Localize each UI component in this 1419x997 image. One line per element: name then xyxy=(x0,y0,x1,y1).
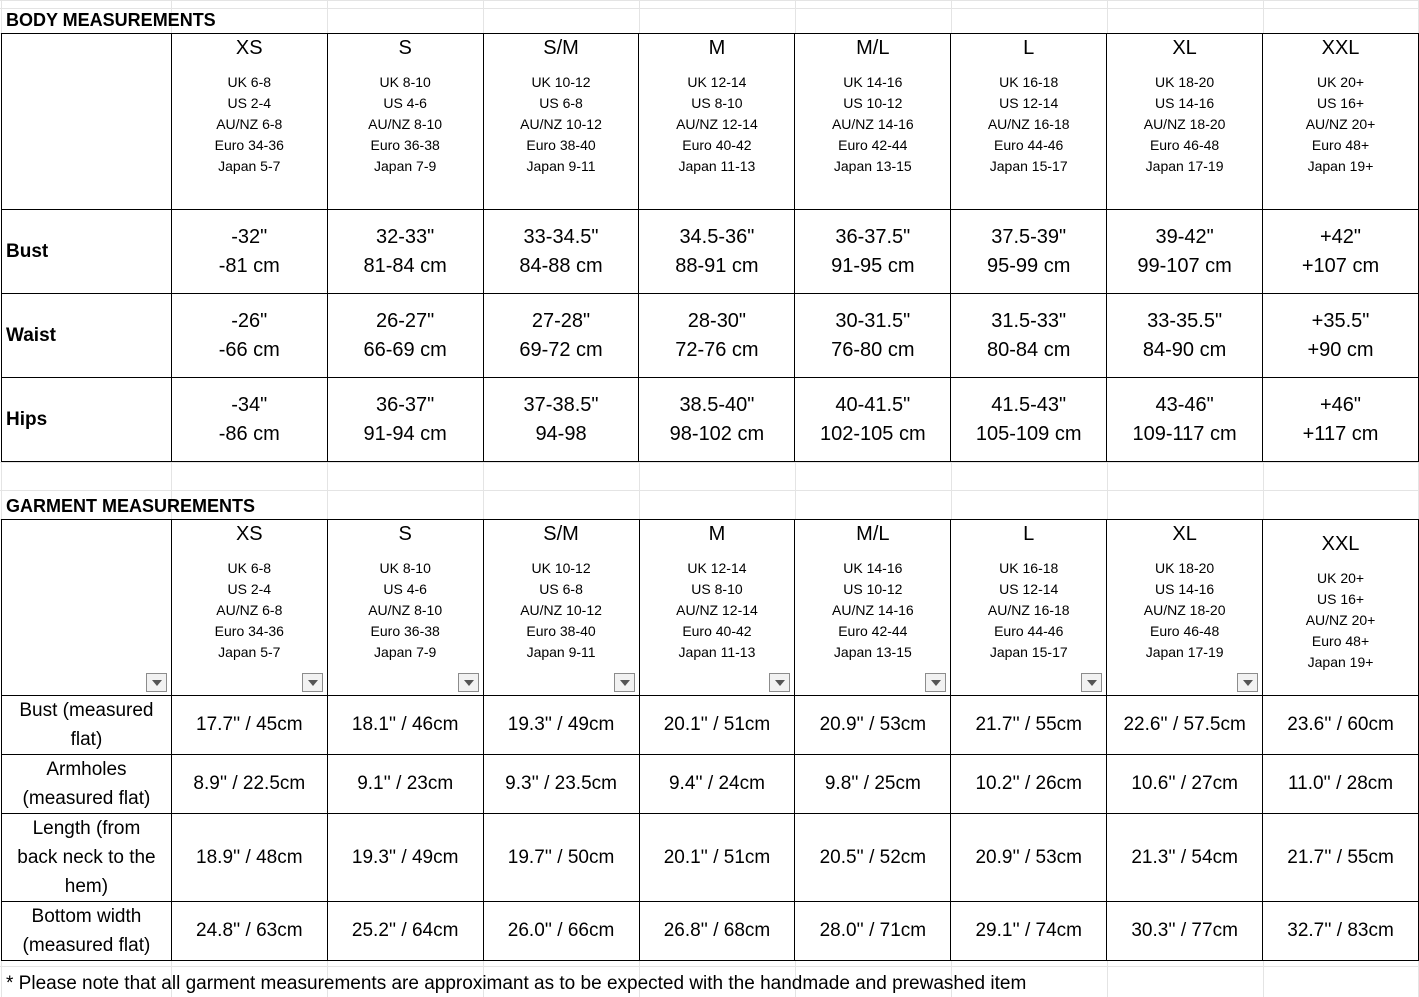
size-conversion-line: Euro 40-42 xyxy=(682,137,752,153)
size-conversion-line: US 12-14 xyxy=(999,581,1059,597)
measurement-line: 31.5-33" xyxy=(991,309,1067,332)
size-conversion-line: UK 10-12 xyxy=(531,560,591,576)
body-measurement-cell xyxy=(483,210,639,294)
size-name: S xyxy=(398,37,412,59)
body-measurement-cell xyxy=(171,378,327,462)
measurement-line: 34.5-36" xyxy=(679,225,755,248)
garment-measurement-cell: 22.6'' / 57.5cm xyxy=(1107,696,1263,755)
size-header-content xyxy=(951,34,1106,177)
size-conversion-line: UK 20+ xyxy=(1316,74,1365,90)
measurement-line: 98-102 cm xyxy=(669,422,765,445)
body-measurement-cell xyxy=(639,294,795,378)
size-conversion-line: Japan 17-19 xyxy=(1145,644,1224,660)
measurement-line: 38.5-40" xyxy=(679,393,755,416)
body-row-label: Waist xyxy=(2,294,172,378)
body-measurement-cell xyxy=(639,378,795,462)
size-name: M/L xyxy=(856,523,890,545)
measurement-line: +117 cm xyxy=(1302,422,1379,445)
garment-row xyxy=(2,696,1419,755)
size-conversion-line: US 16+ xyxy=(1316,95,1365,111)
garment-measurement-cell: 10.6'' / 27cm xyxy=(1107,755,1263,814)
size-conversion-line: Euro 42-44 xyxy=(838,623,908,639)
body-size-header xyxy=(639,34,795,210)
size-conversions xyxy=(639,72,794,177)
measurement-line: 36-37.5" xyxy=(835,225,911,248)
size-conversion-line: UK 18-20 xyxy=(1155,560,1215,576)
garment-measurement-cell: 21.3'' / 54cm xyxy=(1107,814,1263,902)
size-name: S/M xyxy=(543,523,579,545)
measurement-line: 102-105 cm xyxy=(819,422,926,445)
size-conversion-line: US 4-6 xyxy=(383,581,427,597)
garment-measurement-cell: 9.8'' / 25cm xyxy=(795,755,951,814)
body-measurement-cell xyxy=(327,294,483,378)
filter-dropdown-icon[interactable] xyxy=(146,673,167,692)
label-line: back neck to the xyxy=(17,847,156,868)
size-conversion-line: AU/NZ 6-8 xyxy=(216,116,283,132)
measurement-line: 40-41.5" xyxy=(835,393,911,416)
body-measurement-cell xyxy=(795,294,951,378)
body-measurement-cell xyxy=(951,378,1107,462)
size-conversion-line: US 8-10 xyxy=(691,95,743,111)
measurement-line: 28-30" xyxy=(687,309,747,332)
size-conversion-line: US 2-4 xyxy=(227,95,272,111)
body-measurements-title: BODY MEASUREMENTS xyxy=(6,10,216,30)
size-conversion-line: Euro 38-40 xyxy=(526,137,596,153)
size-conversion-line: AU/NZ 10-12 xyxy=(520,116,602,132)
size-name: S xyxy=(398,523,412,545)
size-name: XXL xyxy=(1321,533,1360,555)
size-conversion-line: AU/NZ 6-8 xyxy=(216,602,283,618)
size-conversion-line: Japan 15-17 xyxy=(989,644,1068,660)
size-conversion-line: AU/NZ 20+ xyxy=(1305,612,1376,628)
body-size-header xyxy=(1263,34,1419,210)
measurement-line: 105-109 cm xyxy=(975,422,1082,445)
label-line: Armholes xyxy=(46,759,127,780)
body-measurement-cell xyxy=(639,210,795,294)
size-conversions xyxy=(1263,72,1418,177)
measurement-line: -32" xyxy=(231,225,268,248)
garment-measurement-cell: 18.1'' / 46cm xyxy=(327,696,483,755)
size-conversion-line: Japan 9-11 xyxy=(526,644,596,660)
garment-measurement-cell: 20.1'' / 51cm xyxy=(639,814,795,902)
measurement-line: 33-34.5" xyxy=(523,225,599,248)
garment-size-header xyxy=(327,520,483,696)
size-conversion-line: UK 6-8 xyxy=(227,74,272,90)
garment-size-header xyxy=(171,520,327,696)
garment-measurements-table xyxy=(1,519,1419,961)
measurement-line: 80-84 cm xyxy=(987,338,1071,361)
garment-size-header xyxy=(483,520,639,696)
size-conversion-line: UK 8-10 xyxy=(379,560,431,576)
size-conversion-line: AU/NZ 16-18 xyxy=(987,116,1070,132)
body-measurement-cell xyxy=(951,294,1107,378)
body-measurements-table xyxy=(1,33,1419,462)
size-conversion-line: AU/NZ 18-20 xyxy=(1143,602,1226,618)
size-name: XXL xyxy=(1321,37,1360,59)
size-header-content xyxy=(795,34,950,177)
size-conversion-line: AU/NZ 16-18 xyxy=(987,602,1070,618)
size-conversion-line: Euro 48+ xyxy=(1311,137,1370,153)
size-conversion-line: Japan 7-9 xyxy=(374,158,437,174)
size-conversion-line: UK 16-18 xyxy=(999,74,1059,90)
size-conversion-line: AU/NZ 8-10 xyxy=(368,116,443,132)
garment-measurement-cell: 19.7'' / 50cm xyxy=(483,814,639,902)
label-line: (measured flat) xyxy=(22,935,151,956)
label-line: (measured flat) xyxy=(22,788,151,809)
body-measurement-cell xyxy=(1263,378,1419,462)
measurement-line: 94-98 xyxy=(535,422,587,445)
measurement-line: 66-69 cm xyxy=(363,338,447,361)
size-header-content xyxy=(328,34,483,177)
size-conversion-line: Japan 15-17 xyxy=(989,158,1068,174)
measurement-line: 26-27" xyxy=(376,309,435,332)
size-conversions xyxy=(1107,558,1262,663)
label-line: Bust (measured xyxy=(19,700,154,721)
garment-row xyxy=(2,902,1419,961)
body-measurement-cell xyxy=(1263,294,1419,378)
garment-measurement-cell: 25.2'' / 64cm xyxy=(327,902,483,961)
body-size-header xyxy=(795,34,951,210)
measurement-line: -86 cm xyxy=(218,422,280,445)
size-conversion-line: Euro 46-48 xyxy=(1149,137,1220,153)
size-conversions xyxy=(172,558,327,663)
garment-measurement-cell: 9.4'' / 24cm xyxy=(639,755,795,814)
size-header-content xyxy=(639,34,794,177)
size-conversion-line: Japan 11-13 xyxy=(678,644,756,660)
measurement-line: 27-28" xyxy=(531,309,591,332)
garment-measurement-cell: 26.8'' / 68cm xyxy=(639,902,795,961)
size-header-content xyxy=(1263,34,1418,177)
body-size-header xyxy=(951,34,1107,210)
garment-size-header xyxy=(1263,520,1419,696)
size-conversion-line: AU/NZ 12-14 xyxy=(676,116,758,132)
size-conversion-line: AU/NZ 20+ xyxy=(1305,116,1376,132)
garment-measurement-cell: 28.0'' / 71cm xyxy=(795,902,951,961)
garment-measurement-cell: 19.3'' / 49cm xyxy=(483,696,639,755)
measurement-line: +90 cm xyxy=(1307,338,1374,361)
measurement-line: -34" xyxy=(231,393,268,416)
garment-measurement-cell: 21.7'' / 55cm xyxy=(1263,814,1419,902)
size-conversion-line: AU/NZ 14-16 xyxy=(832,602,914,618)
size-header-content xyxy=(1263,520,1418,673)
body-measurement-cell xyxy=(1107,294,1263,378)
body-measurement-cell xyxy=(795,210,951,294)
garment-row-label xyxy=(2,696,172,755)
filter-dropdown-icon[interactable] xyxy=(458,673,479,692)
measurement-line: 76-80 cm xyxy=(831,338,915,361)
size-conversion-line: UK 12-14 xyxy=(687,74,747,90)
size-name: XS xyxy=(235,37,263,59)
filter-dropdown-icon[interactable] xyxy=(614,673,635,692)
garment-measurement-cell: 26.0'' / 66cm xyxy=(483,902,639,961)
size-conversions xyxy=(1107,72,1262,177)
size-conversion-line: AU/NZ 18-20 xyxy=(1143,116,1226,132)
garment-row-label xyxy=(2,814,172,902)
size-conversion-line: AU/NZ 8-10 xyxy=(368,602,443,618)
body-measurement-cell xyxy=(1263,210,1419,294)
measurement-line: 69-72 cm xyxy=(519,338,603,361)
size-conversions xyxy=(328,72,483,177)
filter-dropdown-icon[interactable] xyxy=(925,673,946,692)
size-conversions xyxy=(951,72,1106,177)
size-header-content xyxy=(172,34,327,177)
label-line: flat) xyxy=(70,729,103,750)
filter-dropdown-icon[interactable] xyxy=(302,673,323,692)
size-conversion-line: UK 8-10 xyxy=(379,74,431,90)
size-conversion-line: Japan 19+ xyxy=(1307,158,1374,174)
garment-measurement-cell: 23.6'' / 60cm xyxy=(1263,696,1419,755)
size-conversion-line: Euro 44-46 xyxy=(994,137,1064,153)
size-header-content xyxy=(1107,520,1262,663)
garment-measurement-cell: 30.3'' / 77cm xyxy=(1107,902,1263,961)
size-conversion-line: UK 14-16 xyxy=(843,74,903,90)
size-header-content xyxy=(484,520,639,663)
footnote: * Please note that all garment measurements are approximant as to be expected with the handmade and prewashed item xyxy=(6,973,1027,994)
body-measurement-cell xyxy=(951,210,1107,294)
size-conversion-line: Euro 48+ xyxy=(1311,633,1370,649)
size-conversion-line: Japan 5-7 xyxy=(218,158,281,174)
size-conversion-line: US 4-6 xyxy=(383,95,427,111)
garment-measurement-cell: 17.7'' / 45cm xyxy=(171,696,327,755)
garment-measurement-cell: 10.2'' / 26cm xyxy=(951,755,1107,814)
body-row-hips xyxy=(2,378,1419,462)
measurement-line: -81 cm xyxy=(218,254,280,277)
size-header-content xyxy=(484,34,639,177)
size-conversion-line: Euro 34-36 xyxy=(214,137,284,153)
measurement-line: 91-95 cm xyxy=(831,254,915,277)
measurement-line: 43-46" xyxy=(1155,393,1214,416)
garment-row xyxy=(2,814,1419,902)
garment-measurement-cell: 11.0'' / 28cm xyxy=(1263,755,1419,814)
size-conversion-line: US 12-14 xyxy=(999,95,1059,111)
body-row-bust xyxy=(2,210,1419,294)
size-name: M xyxy=(708,37,726,59)
measurement-line: 84-90 cm xyxy=(1142,338,1227,361)
measurement-line: 109-117 cm xyxy=(1132,422,1237,445)
measurement-line: -66 cm xyxy=(218,338,280,361)
measurement-line: 95-99 cm xyxy=(987,254,1071,277)
body-measurement-cell xyxy=(795,378,951,462)
size-conversion-line: Euro 36-38 xyxy=(370,623,440,639)
body-row-label: Hips xyxy=(2,378,172,462)
size-conversion-line: Euro 34-36 xyxy=(214,623,284,639)
size-header-content xyxy=(795,520,950,663)
garment-measurement-cell: 8.9'' / 22.5cm xyxy=(171,755,327,814)
body-size-header xyxy=(327,34,483,210)
measurement-line: +107 cm xyxy=(1301,254,1380,277)
size-conversion-line: Japan 7-9 xyxy=(374,644,437,660)
body-size-header xyxy=(483,34,639,210)
measurement-line: 84-88 cm xyxy=(519,254,603,277)
measurement-line: 88-91 cm xyxy=(675,254,759,277)
size-name: L xyxy=(1023,37,1035,59)
garment-measurement-cell: 29.1'' / 74cm xyxy=(951,902,1107,961)
size-conversion-line: UK 20+ xyxy=(1316,570,1365,586)
garment-measurement-cell: 20.9'' / 53cm xyxy=(951,814,1107,902)
size-conversion-line: US 10-12 xyxy=(843,95,903,111)
garment-size-header xyxy=(1107,520,1263,696)
garment-measurement-cell: 19.3'' / 49cm xyxy=(327,814,483,902)
size-conversions xyxy=(484,72,639,177)
size-header-content xyxy=(172,520,327,663)
size-conversion-line: Japan 17-19 xyxy=(1145,158,1224,174)
size-conversion-line: US 10-12 xyxy=(843,581,903,597)
size-conversion-line: Japan 11-13 xyxy=(678,158,756,174)
size-name: XS xyxy=(235,523,263,545)
body-header-row xyxy=(2,34,1419,210)
size-conversion-line: Euro 40-42 xyxy=(682,623,752,639)
size-conversion-line: Euro 44-46 xyxy=(994,623,1064,639)
garment-measurement-cell: 24.8'' / 63cm xyxy=(171,902,327,961)
size-conversion-line: UK 12-14 xyxy=(687,560,747,576)
size-conversion-line: UK 6-8 xyxy=(227,560,272,576)
garment-measurement-cell: 32.7'' / 83cm xyxy=(1263,902,1419,961)
measurement-line: +46" xyxy=(1320,393,1362,416)
garment-header-row xyxy=(2,520,1419,696)
body-measurement-cell xyxy=(483,294,639,378)
garment-measurement-cell: 9.1'' / 23cm xyxy=(327,755,483,814)
size-name: XL xyxy=(1172,523,1197,545)
measurement-line: 81-84 cm xyxy=(363,254,447,277)
size-conversions xyxy=(1263,568,1418,673)
size-name: L xyxy=(1023,523,1035,545)
size-conversion-line: Japan 13-15 xyxy=(833,644,912,660)
measurement-line: 41.5-43" xyxy=(991,393,1067,416)
size-conversion-line: US 14-16 xyxy=(1155,95,1215,111)
garment-measurement-cell: 20.9'' / 53cm xyxy=(795,696,951,755)
measurement-line: +42" xyxy=(1320,225,1362,248)
body-measurement-cell xyxy=(1107,378,1263,462)
measurement-line: 32-33" xyxy=(376,225,435,248)
label-line: hem) xyxy=(64,876,109,897)
size-conversion-line: US 14-16 xyxy=(1155,581,1215,597)
garment-measurements-title: GARMENT MEASUREMENTS xyxy=(6,496,256,516)
garment-corner-cell xyxy=(2,520,172,696)
measurement-line: 39-42" xyxy=(1155,225,1214,248)
garment-size-header xyxy=(795,520,951,696)
size-conversion-line: AU/NZ 14-16 xyxy=(831,116,914,132)
garment-row-label xyxy=(2,902,172,961)
size-header-content xyxy=(951,520,1106,663)
size-conversions xyxy=(951,558,1106,663)
size-conversion-line: AU/NZ 12-14 xyxy=(676,602,758,618)
size-name: M/L xyxy=(856,37,890,59)
size-conversion-line: Japan 19+ xyxy=(1307,654,1374,670)
label-line: Bottom width xyxy=(31,906,142,927)
size-name: XL xyxy=(1172,37,1197,59)
garment-measurement-cell: 18.9'' / 48cm xyxy=(171,814,327,902)
body-measurement-cell xyxy=(171,210,327,294)
size-conversions xyxy=(795,558,950,663)
garment-size-header xyxy=(951,520,1107,696)
size-conversion-line: US 2-4 xyxy=(227,581,272,597)
size-conversion-line: Euro 36-38 xyxy=(370,137,440,153)
body-corner-cell xyxy=(2,34,172,210)
size-conversion-line: UK 16-18 xyxy=(999,560,1059,576)
size-conversion-line: UK 18-20 xyxy=(1155,74,1215,90)
size-conversion-line: Euro 46-48 xyxy=(1149,623,1220,639)
size-header-content xyxy=(640,520,795,663)
measurement-line: 99-107 cm xyxy=(1137,254,1232,277)
body-size-header xyxy=(171,34,327,210)
body-measurement-cell xyxy=(483,378,639,462)
size-conversions xyxy=(795,72,950,177)
measurement-line: +35.5" xyxy=(1311,309,1370,332)
size-conversions xyxy=(172,72,327,177)
measurement-line: -26" xyxy=(231,309,268,332)
size-header-content xyxy=(328,520,483,663)
garment-measurement-cell: 21.7'' / 55cm xyxy=(951,696,1107,755)
size-conversion-line: Japan 5-7 xyxy=(218,644,281,660)
body-row-label: Bust xyxy=(2,210,172,294)
body-measurement-cell xyxy=(327,210,483,294)
size-conversion-line: Japan 13-15 xyxy=(833,158,912,174)
filter-dropdown-icon[interactable] xyxy=(1237,673,1258,692)
size-conversion-line: Japan 9-11 xyxy=(526,158,596,174)
garment-measurement-cell: 20.1'' / 51cm xyxy=(639,696,795,755)
size-conversion-line: Euro 38-40 xyxy=(526,623,596,639)
size-conversion-line: UK 14-16 xyxy=(843,560,903,576)
body-row-waist xyxy=(2,294,1419,378)
garment-size-header xyxy=(639,520,795,696)
filter-dropdown-icon[interactable] xyxy=(769,673,790,692)
measurement-line: 36-37" xyxy=(376,393,435,416)
size-conversion-line: AU/NZ 10-12 xyxy=(520,602,602,618)
size-conversions xyxy=(640,558,795,663)
measurement-line: 37-38.5" xyxy=(523,393,599,416)
label-line: Length (from xyxy=(32,818,141,839)
body-measurement-cell xyxy=(327,378,483,462)
measurement-line: 91-94 cm xyxy=(363,422,447,445)
size-conversion-line: US 16+ xyxy=(1316,591,1365,607)
size-conversions xyxy=(484,558,639,663)
measurement-line: 72-76 cm xyxy=(675,338,759,361)
garment-row-label xyxy=(2,755,172,814)
size-conversions xyxy=(328,558,483,663)
measurement-line: 37.5-39" xyxy=(991,225,1067,248)
body-size-header xyxy=(1107,34,1263,210)
size-conversion-line: US 8-10 xyxy=(691,581,743,597)
body-measurement-cell xyxy=(171,294,327,378)
size-conversion-line: US 6-8 xyxy=(539,581,583,597)
size-conversion-line: Euro 42-44 xyxy=(838,137,908,153)
size-name: M xyxy=(708,523,726,545)
filter-dropdown-icon[interactable] xyxy=(1081,673,1102,692)
measurement-line: 30-31.5" xyxy=(835,309,911,332)
garment-measurement-cell: 9.3'' / 23.5cm xyxy=(483,755,639,814)
measurement-line: 33-35.5" xyxy=(1147,309,1223,332)
size-header-content xyxy=(1107,34,1262,177)
garment-row xyxy=(2,755,1419,814)
body-measurement-cell xyxy=(1107,210,1263,294)
garment-measurement-cell: 20.5'' / 52cm xyxy=(795,814,951,902)
size-conversion-line: US 6-8 xyxy=(539,95,583,111)
size-conversion-line: UK 10-12 xyxy=(531,74,591,90)
size-name: S/M xyxy=(543,37,579,59)
